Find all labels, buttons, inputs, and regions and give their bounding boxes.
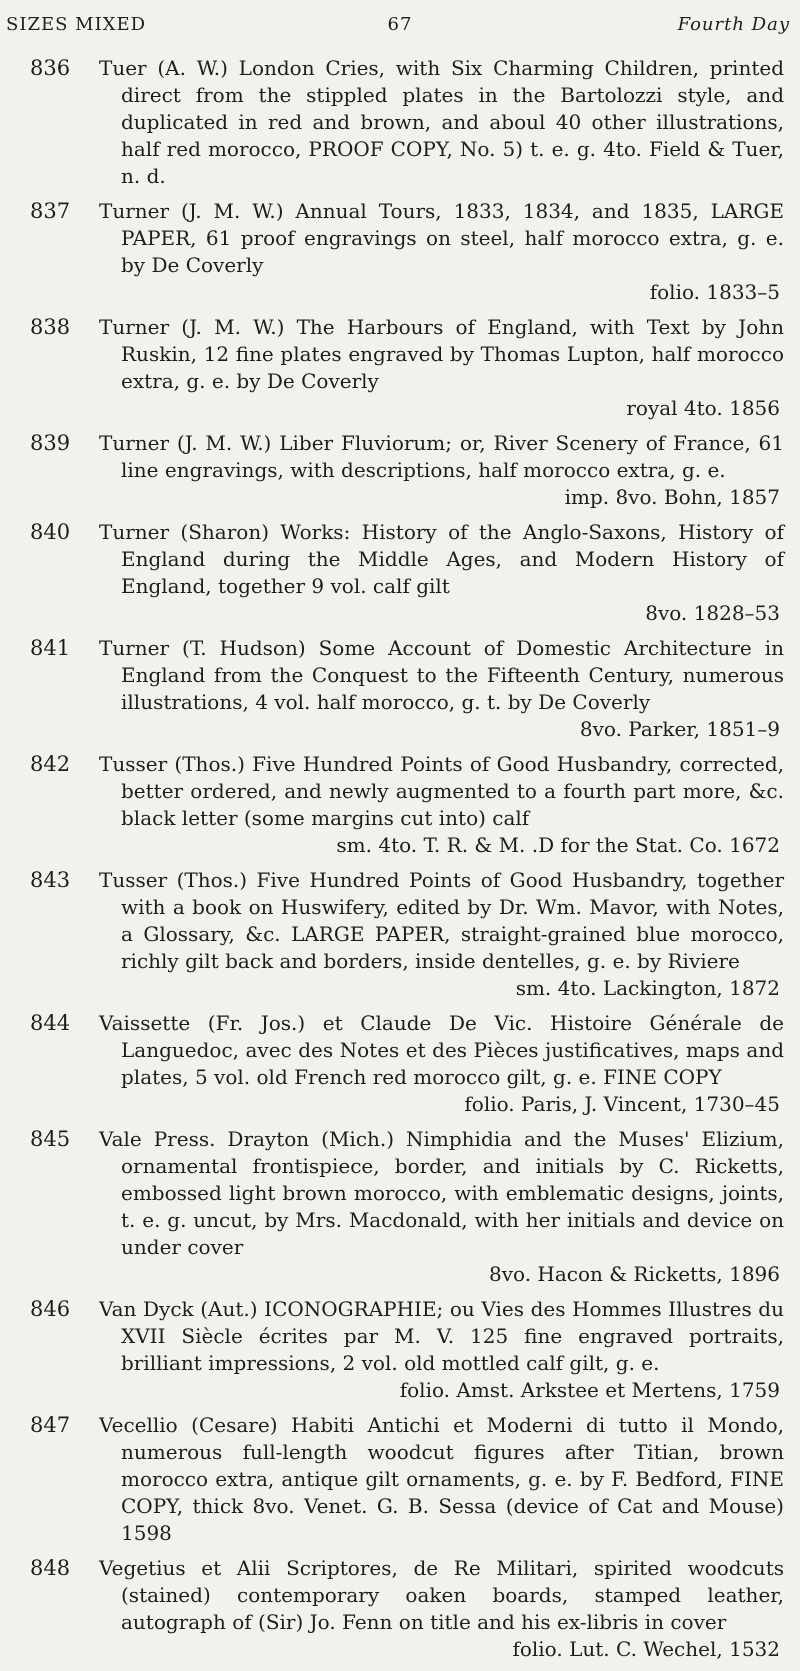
lot-imprint: royal 4to. 1856 (626, 396, 780, 420)
lot-description: Vale Press. Drayton (Mich.) Nimphidia and the Muses' Elizium, ornamental frontispiece, border, and initials by C. Ricketts, embossed light brown morocco, with emblematic designs, joints, t. e. g. uncut, by Mrs. Macdonald, with her initials and device on under cover 8vo. Hacon & Ricketts, 1896 (99, 1127, 784, 1286)
lot-entry (0, 55, 800, 190)
lot-entry (0, 1126, 800, 1288)
lot-description: Van Dyck (Aut.) ICONOGRAPHIE; ou Vies des Hommes Illustres du XVII Siècle écrites par M. V. 125 fine engraved portraits, brilliant impressions, 2 vol. old mottled calf gilt, g. e. folio. Amst. Arkstee et Mertens, 1759 (99, 1297, 784, 1402)
lot-list (0, 55, 800, 1671)
lot-description: Turner (Sharon) Works: History of the Anglo-Saxons, History of England during the Middle Ages, and Modern History of England, together 9 vol. calf gilt 8vo. 1828–53 (99, 520, 784, 625)
lot-entry (0, 314, 800, 422)
lot-entry (0, 635, 800, 743)
lot-entry (0, 1010, 800, 1118)
lot-imprint: 8vo. Hacon & Ricketts, 1896 (489, 1262, 780, 1286)
lot-imprint: imp. 8vo. Bohn, 1857 (564, 485, 780, 509)
lot-imprint: folio. Paris, J. Vincent, 1730–45 (464, 1092, 780, 1116)
lot-entry (0, 751, 800, 859)
lot-number: 836 (30, 56, 71, 80)
lot-description: Tusser (Thos.) Five Hundred Points of Good Husbandry, together with a book on Huswifery, edited by Dr. Wm. Mavor, with Notes, a Glossary, &c. LARGE PAPER, straight-grained blue morocco, richly gilt back and borders, inside dentelles, g. e. by Riviere sm. 4to. Lackington, 1872 (99, 868, 784, 1000)
lot-number: 844 (30, 1011, 71, 1035)
lot-entry (0, 1555, 800, 1663)
lot-imprint: 8vo. 1828–53 (645, 601, 780, 625)
lot-entry (0, 198, 800, 306)
lot-description: Tusser (Thos.) Five Hundred Points of Good Husbandry, corrected, better ordered, and newly augmented to a fourth part more, &c. black letter (some margins cut into) calf sm. 4to. T. R. & M. .D for the Stat. Co. 1672 (99, 752, 784, 857)
lot-number: 845 (30, 1127, 71, 1151)
lot-imprint: sm. 4to. T. R. & M. .D for the Stat. Co. 1672 (336, 833, 780, 857)
lot-entry (0, 1412, 800, 1547)
lot-imprint: 8vo. Parker, 1851–9 (579, 717, 780, 741)
lot-entry (0, 519, 800, 627)
lot-imprint: folio. Amst. Arkstee et Mertens, 1759 (399, 1378, 780, 1402)
lot-description: Vegetius et Alii Scriptores, de Re Militari, spirited woodcuts (stained) contemporary oaken boards, stamped leather, autograph of (Sir) Jo. Fenn on title and his ex-libris in cover folio. Lut. C. Wechel, 1532 (99, 1556, 784, 1661)
lot-description: Turner (J. M. W.) Annual Tours, 1833, 1834, and 1835, LARGE PAPER, 61 proof engravings on steel, half morocco extra, g. e. by De Coverly folio. 1833–5 (99, 199, 784, 304)
lot-number: 843 (30, 868, 71, 892)
lot-description: Turner (T. Hudson) Some Account of Domestic Architecture in England from the Conquest to the Fifteenth Century, numerous illustrations, 4 vol. half morocco, g. t. by De Coverly 8vo. Parker, 1851–9 (99, 636, 784, 741)
lot-entry (0, 430, 800, 511)
lot-number: 839 (30, 431, 71, 455)
lot-description: Turner (J. M. W.) The Harbours of England, with Text by John Ruskin, 12 fine plates engraved by Thomas Lupton, half morocco extra, g. e. by De Coverly royal 4to. 1856 (99, 315, 784, 420)
lot-number: 841 (30, 636, 71, 660)
lot-entry (0, 867, 800, 1002)
lot-number: 838 (30, 315, 71, 339)
lot-description: Vecellio (Cesare) Habiti Antichi et Moderni di tutto il Mondo, numerous full-length woodcut figures after Titian, brown morocco extra, antique gilt ornaments, g. e. by F. Bedford, FINE COPY, thick 8vo. Venet. G. B. Sessa (device of Cat and Mouse) 1598 (99, 1413, 784, 1545)
lot-description: Tuer (A. W.) London Cries, with Six Charming Children, printed direct from the stippled plates in the Bartolozzi style, and duplicated in red and brown, and aboul 40 other illustrations, half red morocco, PROOF COPY, No. 5) t. e. g. 4to. Field & Tuer, n. d. (99, 56, 784, 188)
lot-description: Vaissette (Fr. Jos.) et Claude De Vic. Histoire Générale de Languedoc, avec des Notes et des Pièces justificatives, maps and plates, 5 vol. old French red morocco gilt, g. e. FINE COPY folio. Paris, J. Vincent, 1730–45 (99, 1011, 784, 1116)
lot-imprint: sm. 4to. Lackington, 1872 (515, 976, 780, 1000)
lot-imprint: folio. Lut. C. Wechel, 1532 (512, 1637, 780, 1661)
lot-entry (0, 1296, 800, 1404)
lot-number: 848 (30, 1556, 71, 1580)
lot-number: 846 (30, 1297, 71, 1321)
lot-number: 840 (30, 520, 71, 544)
section-title: SIZES MIXED (6, 14, 147, 35)
lot-number: 837 (30, 199, 71, 223)
lot-imprint: folio. 1833–5 (649, 280, 780, 304)
lot-number: 842 (30, 752, 71, 776)
page-number: 67 (387, 14, 413, 35)
lot-description: Turner (J. M. W.) Liber Fluviorum; or, River Scenery of France, 61 line engravings, with descriptions, half morocco extra, g. e. imp. 8vo. Bohn, 1857 (99, 431, 784, 509)
lot-number: 847 (30, 1413, 71, 1437)
sale-day: Fourth Day (677, 14, 790, 35)
page-header (0, 14, 800, 44)
